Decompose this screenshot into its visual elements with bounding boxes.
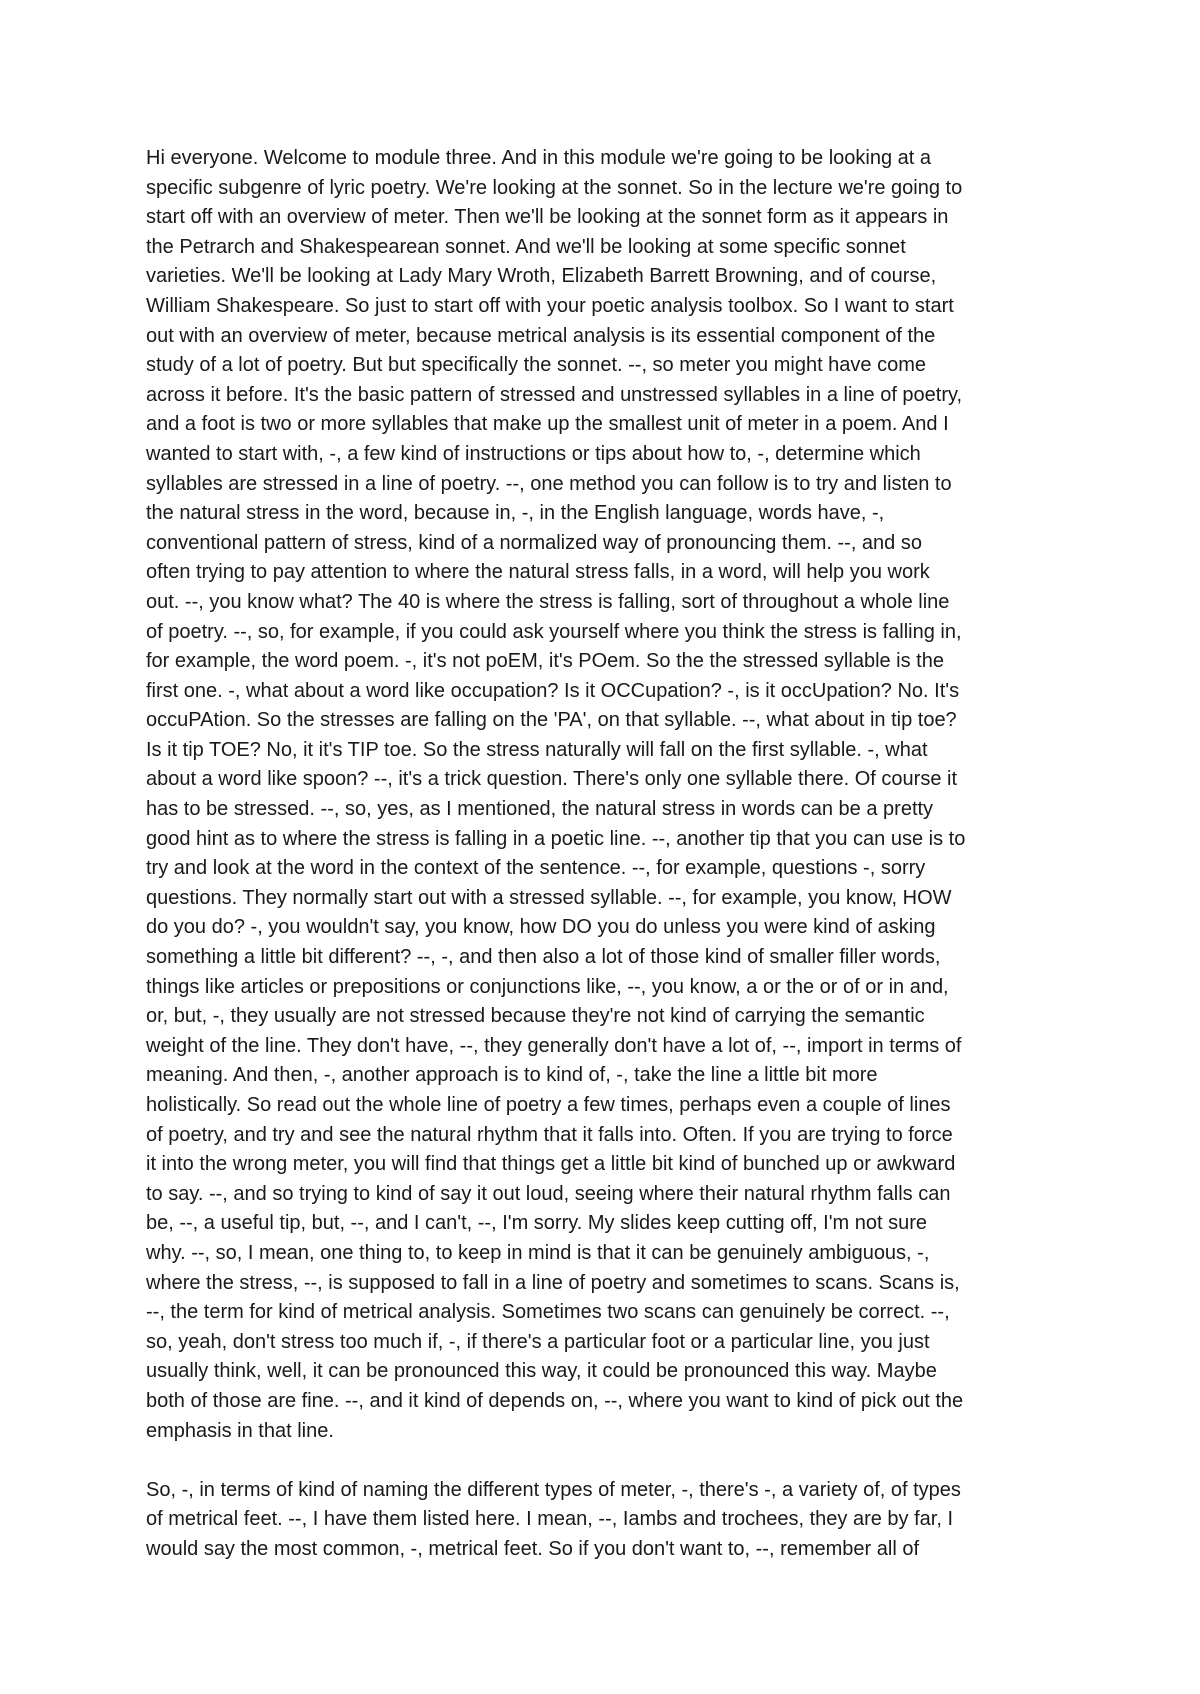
text-line: about a word like spoon? --, it's a trick question. There's only one syllable there. Of course it xyxy=(146,768,958,791)
text-line: often trying to pay attention to where the natural stress falls, in a word, will help you work xyxy=(146,561,930,584)
document-body xyxy=(146,144,1066,1594)
text-line: wanted to start with, -, a few kind of instructions or tips about how to, -, determine which xyxy=(146,442,921,465)
text-line: for example, the word poem. -, it's not poEM, it's POem. So the the stressed syllable is the xyxy=(146,650,944,673)
text-line: and a foot is two or more syllables that make up the smallest unit of meter in a poem. And I xyxy=(146,413,949,436)
text-line: it into the wrong meter, you will find that things get a little bit kind of bunched up or awkward xyxy=(146,1153,956,1176)
text-line: varieties. We'll be looking at Lady Mary Wroth, Elizabeth Barrett Browning, and of course, xyxy=(146,265,937,288)
text-line: the Petrarch and Shakespearean sonnet. And we'll be looking at some specific sonnet xyxy=(146,235,906,258)
text-line: specific subgenre of lyric poetry. We're looking at the sonnet. So in the lecture we're going to xyxy=(146,176,963,199)
text-line: out. --, you know what? The 40 is where the stress is falling, sort of throughout a whole line xyxy=(146,590,950,613)
paragraph-1 xyxy=(146,144,1066,1446)
text-line: so, yeah, don't stress too much if, -, if there's a particular foot or a particular line, you just xyxy=(146,1330,930,1353)
text-line: study of a lot of poetry. But but specifically the sonnet. --, so meter you might have come xyxy=(146,354,927,377)
text-line: good hint as to where the stress is falling in a poetic line. --, another tip that you can use is to xyxy=(146,827,966,850)
text-line: things like articles or prepositions or conjunctions like, --, you know, a or the or of or in and, xyxy=(146,975,949,998)
text-line: usually think, well, it can be pronounced this way, it could be pronounced this way. Maybe xyxy=(146,1360,937,1383)
text-line: do you do? -, you wouldn't say, you know, how DO you do unless you were kind of asking xyxy=(146,916,936,939)
text-line: out with an overview of meter, because metrical analysis is its essential component of the xyxy=(146,324,936,347)
text-line: of poetry. --, so, for example, if you could ask yourself where you think the stress is falling in, xyxy=(146,620,962,643)
text-line: where the stress, --, is supposed to fall in a line of poetry and sometimes to scans. Scans is, xyxy=(146,1271,960,1294)
text-line: of poetry, and try and see the natural rhythm that it falls into. Often. If you are trying to force xyxy=(146,1123,953,1146)
text-line: first one. -, what about a word like occupation? Is it OCCupation? -, is it occUpation? No. It's xyxy=(146,679,960,702)
text-line: has to be stressed. --, so, yes, as I mentioned, the natural stress in words can be a pretty xyxy=(146,798,934,821)
text-line: something a little bit different? --, -, and then also a lot of those kind of smaller filler words, xyxy=(146,946,941,969)
text-line: questions. They normally start out with a stressed syllable. --, for example, you know, HOW xyxy=(146,886,952,909)
text-line: meaning. And then, -, another approach is to kind of, -, take the line a little bit more xyxy=(146,1064,878,1087)
text-line: try and look at the word in the context of the sentence. --, for example, questions -, sorry xyxy=(146,857,926,880)
text-line: conventional pattern of stress, kind of a normalized way of pronouncing them. --, and so xyxy=(146,531,922,554)
text-line: holistically. So read out the whole line of poetry a few times, perhaps even a couple of lines xyxy=(146,1094,951,1116)
text-line: Hi everyone. Welcome to module three. And in this module we're going to be looking at a xyxy=(146,147,932,169)
text-line: syllables are stressed in a line of poetry. --, one method you can follow is to try and listen to xyxy=(146,472,952,495)
text-line: why. --, so, I mean, one thing to, to keep in mind is that it can be genuinely ambiguous, -, xyxy=(146,1241,930,1264)
text-line: both of those are fine. --, and it kind of depends on, --, where you want to kind of pick out the xyxy=(146,1389,964,1412)
text-line: William Shakespeare. So just to start off with your poetic analysis toolbox. So I want to start xyxy=(146,294,954,317)
text-line: or, but, -, they usually are not stressed because they're not kind of carrying the semantic xyxy=(146,1005,925,1028)
text-line: be, --, a useful tip, but, --, and I can't, --, I'm sorry. My slides keep cutting off, I'm not sure xyxy=(146,1212,928,1235)
text-line: of metrical feet. --, I have them listed here. I mean, --, Iambs and trochees, they are by far, I xyxy=(146,1508,954,1531)
text-line: would say the most common, -, metrical feet. So if you don't want to, --, remember all of xyxy=(146,1537,920,1560)
text-line: to say. --, and so trying to kind of say it out loud, seeing where their natural rhythm falls can xyxy=(146,1182,951,1205)
text-line: occuPAtion. So the stresses are falling on the 'PA', on that syllable. --, what about in tip toe? xyxy=(146,709,957,732)
text-line: emphasis in that line. xyxy=(146,1419,334,1442)
text-line: the natural stress in the word, because in, -, in the English language, words have, -, xyxy=(146,502,885,525)
text-line: So, -, in terms of kind of naming the different types of meter, -, there's -, a variety of, of types xyxy=(146,1478,961,1501)
text-line: start off with an overview of meter. Then we'll be looking at the sonnet form as it appears in xyxy=(146,206,949,229)
text-line: Is it tip TOE? No, it it's TIP toe. So the stress naturally will fall on the first syllable. -, what xyxy=(146,738,928,761)
paragraph-2 xyxy=(146,1476,1066,1565)
text-line: weight of the line. They don't have, --, they generally don't have a lot of, --, import in terms of xyxy=(146,1034,962,1057)
text-line: --, the term for kind of metrical analysis. Sometimes two scans can genuinely be correct. --, xyxy=(146,1301,950,1324)
text-line: across it before. It's the basic pattern of stressed and unstressed syllables in a line of poetry, xyxy=(146,383,963,406)
